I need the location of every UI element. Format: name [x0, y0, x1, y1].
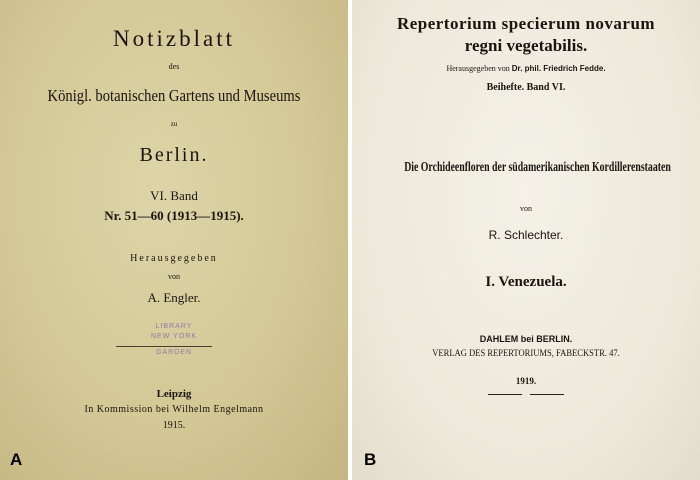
- supplement-volume: Beihefte. Band VI.: [486, 82, 566, 93]
- des-text: des: [168, 62, 180, 71]
- panel-b-title-page: [352, 0, 700, 480]
- closing-rule-right: [530, 394, 564, 395]
- zu-text: zu: [170, 120, 178, 128]
- author-name: R. Schlechter.: [488, 228, 564, 242]
- monograph-title: Die Orchideenfloren der südamerikanischen Kordillerenstaaten: [404, 160, 671, 175]
- series-editor-name: Dr. phil. Friedrich Fedde.: [511, 64, 606, 73]
- journal-title: Notizblatt: [113, 26, 235, 51]
- series-title-line-2: regni vegetabilis.: [464, 36, 588, 55]
- stamp-line-2: NEW YORK: [151, 333, 197, 340]
- series-editor-line: [352, 64, 700, 73]
- herausgegeben-text: Herausgegeben: [130, 253, 218, 264]
- panel-label-b: B: [364, 450, 377, 469]
- panel-a-title-page: [0, 0, 348, 480]
- panel-label-a: A: [10, 450, 23, 469]
- von-text: von: [168, 272, 180, 281]
- by-text: von: [520, 204, 532, 213]
- stamp-rule: [116, 346, 212, 347]
- issue-numbers: Nr. 51—60 (1913—1915).: [104, 208, 244, 223]
- part-title: I. Venezuela.: [485, 274, 567, 290]
- publication-year-b: 1919.: [515, 376, 537, 386]
- stamp-line-3: GARDEN: [156, 349, 192, 356]
- closing-rule-left: [488, 394, 522, 395]
- publication-year: 1915.: [162, 420, 186, 431]
- institution-name: Königl. botanischen Gartens und Museums: [47, 86, 301, 105]
- stamp-line-1: LIBRARY: [155, 323, 193, 330]
- publication-place-b: DAHLEM bei BERLIN.: [479, 334, 573, 344]
- publication-place: Leipzig: [156, 388, 192, 400]
- editor-name: A. Engler.: [147, 290, 201, 305]
- publisher-line: In Kommission bei Wilhelm Engelmann: [84, 404, 264, 415]
- publisher-line-b: VERLAG DES REPERTORIUMS, FABECKSTR. 47.: [432, 348, 620, 358]
- volume-band: VI. Band: [150, 188, 198, 203]
- editor-prefix: Herausgegeben von: [446, 64, 510, 73]
- city-name: Berlin.: [139, 144, 209, 166]
- series-title-line-1: Repertorium specierum novarum: [396, 14, 656, 33]
